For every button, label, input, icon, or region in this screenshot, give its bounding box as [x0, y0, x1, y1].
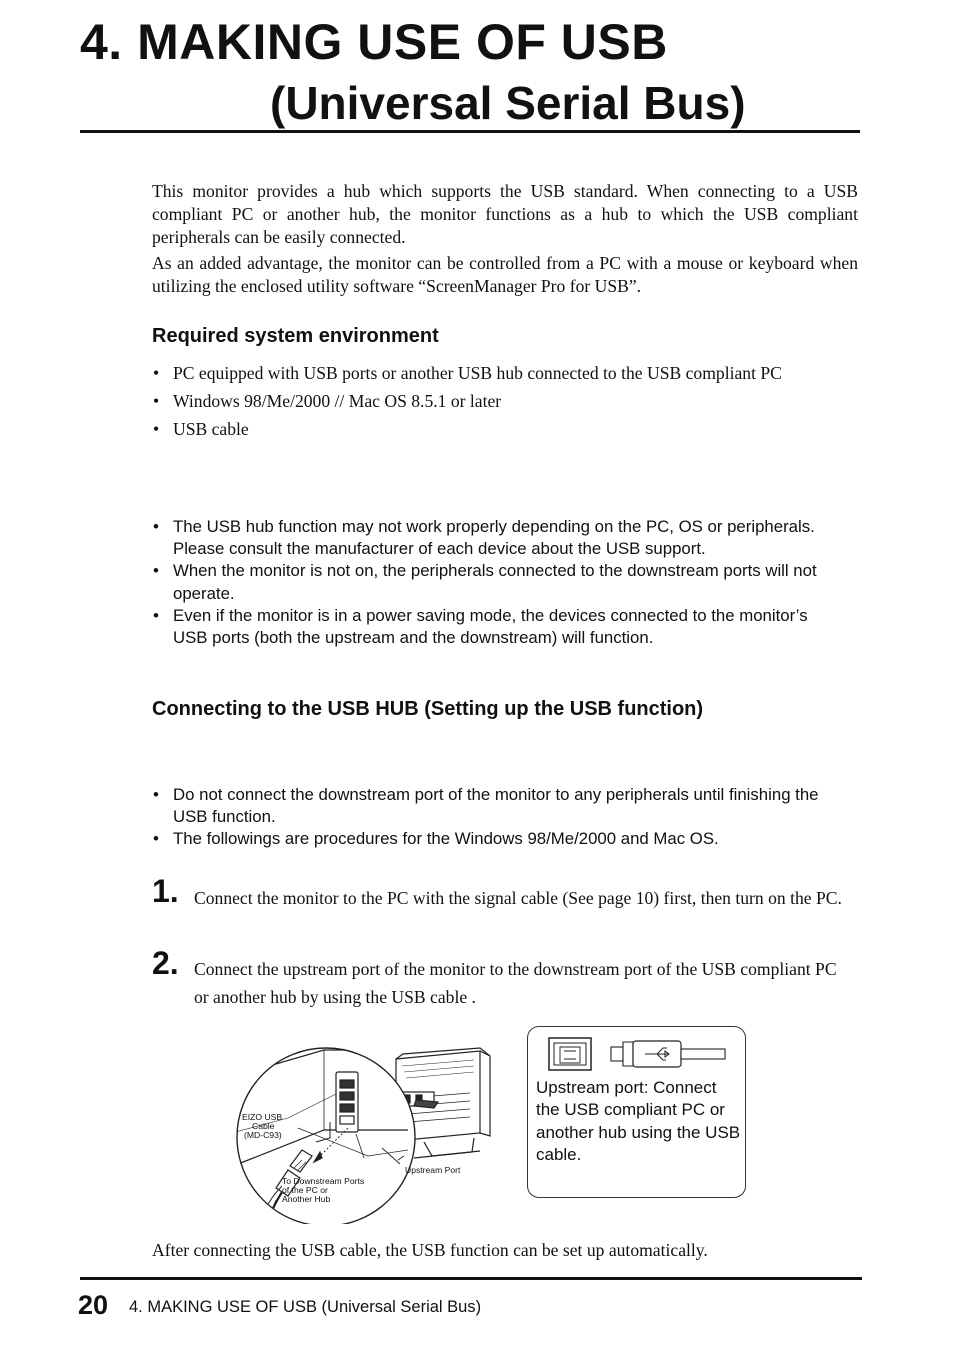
requirement-item: • USB cable	[152, 418, 858, 440]
downstream-label: To Downstream Ports	[282, 1176, 365, 1186]
intro-paragraph-2: As an added advantage, the monitor can be controlled from a PC with a mouse or keyboard when utilizing the enclosed utility software “ScreenManager Pro for USB”.	[152, 253, 858, 296]
requirement-item: • PC equipped with USB ports or another USB hub connected to the USB compliant PC	[152, 362, 858, 384]
note-item: • The followings are procedures for the Windows 98/Me/2000 and Mac OS.	[152, 828, 842, 850]
requirements-list	[152, 362, 858, 446]
note-item: • The USB hub function may not work properly depending on the PC, OS or peripherals. Please consult the manufacturer of each device about the USB support.	[152, 516, 842, 560]
downstream-label: Another Hub	[282, 1194, 331, 1204]
step-text: Connect the monitor to the PC with the signal cable (See page 10) first, then turn on the PC.	[194, 888, 842, 908]
note-item: • Do not connect the downstream port of the monitor to any peripherals until finishing the USB function.	[152, 784, 842, 828]
callout-text: Upstream port: Connect the USB compliant PC or another hub using the USB cable.	[536, 1078, 741, 1164]
cable-label: EIZO USB	[242, 1112, 283, 1122]
cable-label: (MD-C93)	[244, 1130, 282, 1140]
footer-section-title: 4. MAKING USE OF USB (Universal Serial Bus)	[129, 1298, 482, 1316]
downstream-label: of the PC or	[282, 1185, 328, 1195]
page-subtitle: (Universal Serial Bus)	[270, 77, 746, 129]
note-item: • When the monitor is not on, the peripherals connected to the downstream ports will not operate.	[152, 560, 842, 604]
step-number: 2.	[152, 945, 179, 981]
usb-notes-list	[152, 516, 842, 649]
requirements-heading: Required system environment	[152, 325, 439, 347]
connecting-heading: Connecting to the USB HUB (Setting up the USB function)	[152, 698, 704, 720]
note-item: • Even if the monitor is in a power saving mode, the devices connected to the monitor’s USB ports (both the upstream and the downstream) will function.	[152, 605, 842, 649]
upstream-port-label: Upstream Port	[405, 1165, 461, 1175]
cable-label: Cable	[252, 1121, 275, 1131]
usb-connector-icon	[547, 1036, 729, 1074]
intro-paragraph-1: This monitor provides a hub which supports the USB standard. When connecting to a USB compliant PC or another hub, the monitor functions as a hub to which the USB compliant peripherals can be easily connected.	[152, 181, 858, 247]
closing-paragraph: After connecting the USB cable, the USB function can be set up automatically.	[152, 1240, 708, 1260]
step-number: 1.	[152, 873, 179, 909]
footer-rule	[80, 1277, 862, 1280]
page-title: 4. MAKING USE OF USB	[80, 14, 668, 70]
step-text: Connect the upstream port of the monitor to the downstream port of the USB compliant PC or another hub by using the USB cable .	[194, 959, 837, 1007]
page-number: 20	[78, 1290, 109, 1320]
connecting-notes-list	[152, 784, 842, 851]
requirement-item: • Windows 98/Me/2000 // Mac OS 8.5.1 or later	[152, 390, 858, 412]
title-rule	[80, 130, 860, 133]
usb-connection-illustration	[228, 1038, 510, 1224]
